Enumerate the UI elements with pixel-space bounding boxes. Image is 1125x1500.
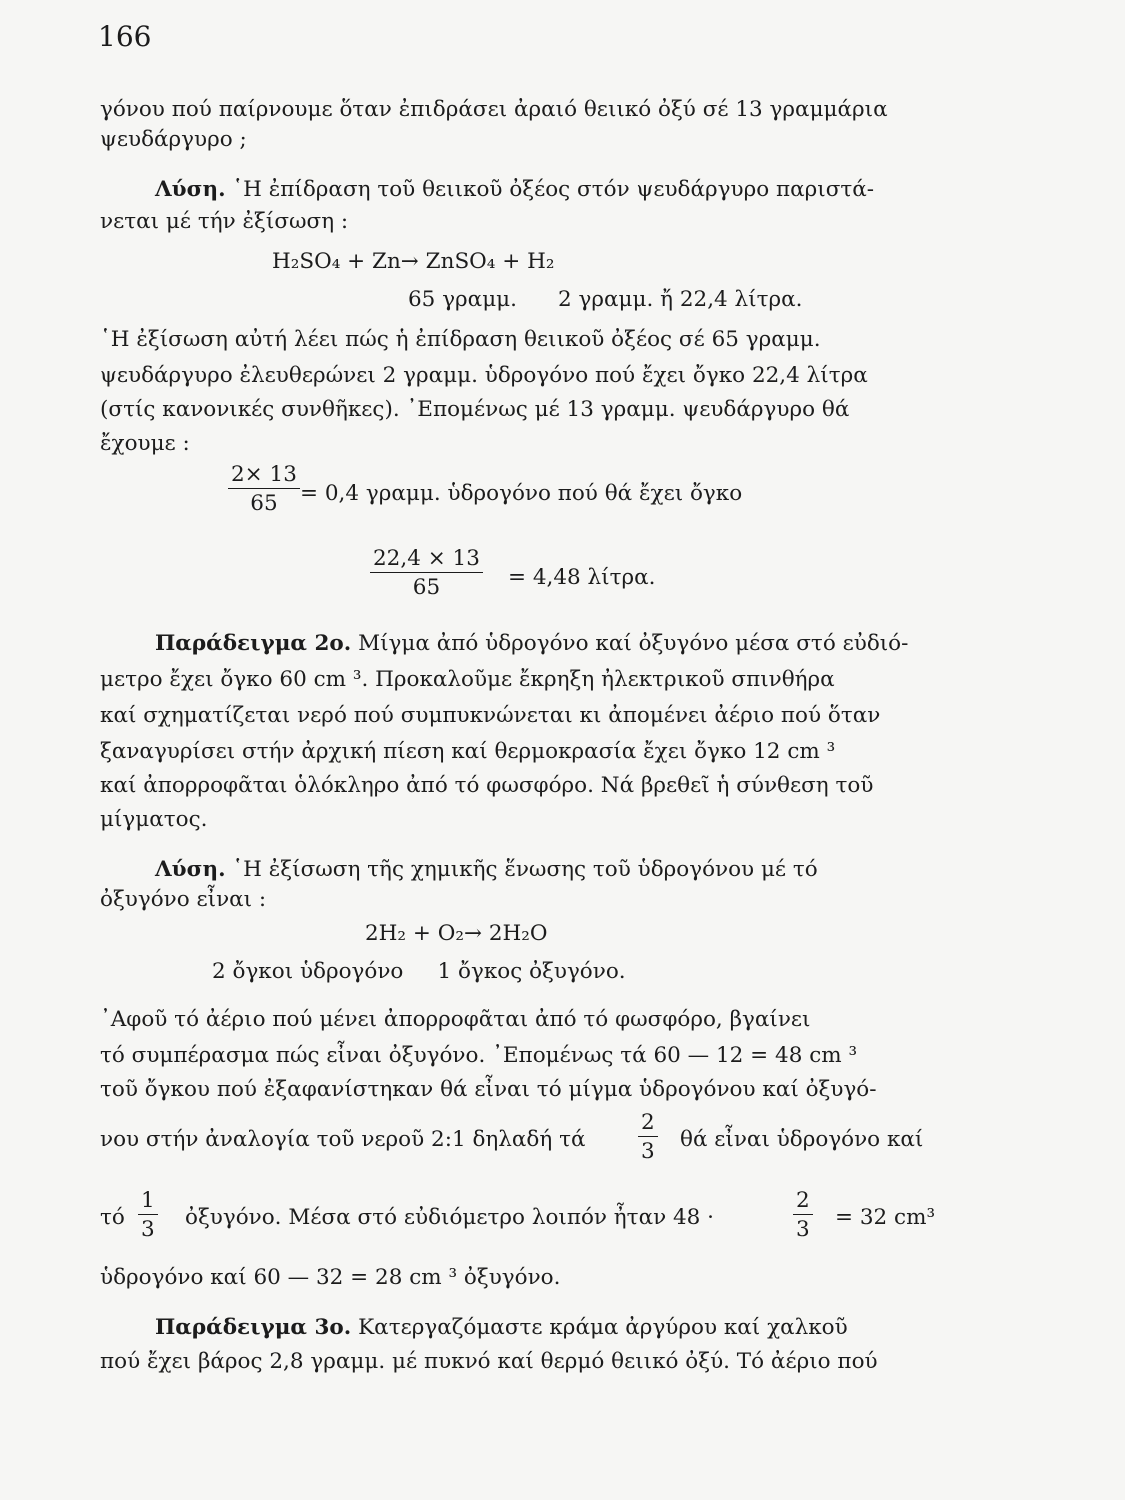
text-line [100,806,950,834]
line-text: Κατεργαζόμαστε κράμα ἀργύρου καί χαλκοῦ [358,1315,848,1340]
text-line [100,1076,950,1104]
fraction-2-over-3 [793,1188,813,1245]
line-text: ᾿Αφοῦ τό ἀέριο πού μένει ἀπορροφᾶται ἀπό τό φωσφόρο, βγαίνει [100,1007,811,1032]
fraction-denominator: 65 [412,575,441,600]
line-text: ῾Η ἐξίσωση τῆς χημικῆς ἕνωσης τοῦ ὑδρογόνου μέ τό [232,857,818,882]
equation-volumes: 2 ὄγκοι ὑδρογόνο 1 ὄγκος ὀξυγόνο. [212,959,626,984]
text-fragment: νου στήν ἀναλογία τοῦ νεροῦ 2:1 δηλαδή τά [100,1127,586,1152]
text-line [100,772,950,800]
solution-heading-line [155,856,950,884]
text-line [100,96,950,124]
text-line [100,1348,950,1376]
line-text: Μίγμα ἀπό ὑδρογόνο καί ὀξυγόνο μέσα στό εὐδιό- [358,631,909,656]
fraction-1-over-3 [138,1188,158,1245]
text-line [100,326,950,354]
text-line [100,1042,950,1070]
text-fragment: = 32 cm³ [835,1205,936,1230]
chemical-equation: H₂SO₄ + Zn→ ZnSO₄ + H₂ [272,249,555,274]
equation-masses: 65 γραμμ. 2 γραμμ. ἤ 22,4 λίτρα. [408,287,803,312]
line-text: ὀξυγόνο εἶναι : [100,887,267,912]
text-line [100,126,950,154]
fraction-denominator: 3 [641,1139,655,1164]
text-fragment: θά εἶναι ὑδρογόνο καί [680,1127,924,1152]
line-text: μίγματος. [100,807,208,832]
text-line [100,1006,950,1034]
text-line [100,430,950,458]
solution-label: Λύση. [155,857,226,882]
fraction-numerator: 2× 13 [228,462,300,489]
fraction-denominator: 65 [250,491,278,516]
line-text: πού ἔχει βάρος 2,8 γραμμ. μέ πυκνό καί θερμό θειικό ὀξύ. Τό ἀέριο πού [100,1349,878,1374]
page-number: 166 [98,20,152,53]
text-line [100,886,950,914]
fraction-denominator: 3 [141,1217,155,1242]
text-line [100,396,950,424]
line-text: ῾Η ἐπίδραση τοῦ θειικοῦ ὀξέος στόν ψευδάργυρο παριστά- [232,177,875,202]
line-text: καί ἀπορροφᾶται ὁλόκληρο ἀπό τό φωσφόρο. Νά βρεθεῖ ἡ σύνθεση τοῦ [100,773,874,798]
fraction-denominator: 3 [796,1217,810,1242]
line-text: ὑδρογόνο καί 60 — 32 = 28 cm ³ ὀξυγόνο. [100,1265,561,1290]
line-text: τό συμπέρασμα πώς εἶναι ὀξυγόνο. ᾿Επομένως τά 60 — 12 = 48 cm ³ [100,1043,858,1068]
example-label: Παράδειγμα 3ο. [155,1315,352,1340]
text-fragment: ὀξυγόνο. Μέσα στό εὐδιόμετρο λοιπόν ἦταν 48 · [185,1205,715,1230]
line-text: μετρο ἔχει ὄγκο 60 cm ³. Προκαλοῦμε ἔκρηξη ἠλεκτρικοῦ σπινθήρα [100,667,835,692]
line-text: ψευδάργυρο ; [100,127,247,152]
chemical-equation: 2H₂ + O₂→ 2H₂O [365,921,548,946]
example-heading-line [155,630,950,658]
line-text: ξαναγυρίσει στήν ἀρχική πίεση καί θερμοκρασία ἔχει ὄγκο 12 cm ³ [100,739,836,764]
equation-result: = 4,48 λίτρα. [508,565,656,590]
fraction-numerator: 1 [138,1188,158,1215]
line-text: (στίς κανονικές συνθῆκες). ᾿Επομένως μέ 13 γραμμ. ψευδάργυρο θά [100,397,850,422]
text-line [100,1264,950,1292]
equation-result: = 0,4 γραμμ. ὑδρογόνο πού θά ἔχει ὄγκο [300,481,743,506]
line-text: ῾Η ἐξίσωση αὐτή λέει πώς ἡ ἐπίδραση θειικοῦ ὀξέος σέ 65 γραμμ. [100,327,821,352]
line-text: τοῦ ὄγκου πού ἐξαφανίστηκαν θά εἶναι τό μίγμα ὑδρογόνου καί ὀξυγό- [100,1077,877,1102]
text-line [100,738,950,766]
text-line [100,362,950,390]
line-text: νεται μέ τήν ἐξίσωση : [100,209,349,234]
example-label: Παράδειγμα 2ο. [155,631,352,656]
fraction-2x13-over-65 [228,462,300,519]
text-fragment: τό [100,1205,125,1230]
text-line [100,702,950,730]
fraction-22-4x13-over-65 [370,546,483,603]
line-text: ψευδάργυρο ἐλευθερώνει 2 γραμμ. ὑδρογόνο πού ἔχει ὄγκο 22,4 λίτρα [100,363,868,388]
solution-heading-line [155,176,950,204]
text-line [100,208,950,236]
fraction-numerator: 2 [638,1110,658,1137]
fraction-numerator: 2 [793,1188,813,1215]
line-text: γόνου πού παίρνουμε ὅταν ἐπιδράσει ἀραιό θειικό ὀξύ σέ 13 γραμμάρια [100,97,888,122]
fraction-2-over-3 [638,1110,658,1167]
example-heading-line [155,1314,950,1342]
line-text: ἔχουμε : [100,431,190,456]
text-line [100,666,950,694]
fraction-numerator: 22,4 × 13 [370,546,483,573]
solution-label: Λύση. [155,177,226,202]
line-text: καί σχηματίζεται νερό πού συμπυκνώνεται κι ἀπομένει ἀέριο πού ὅταν [100,703,881,728]
